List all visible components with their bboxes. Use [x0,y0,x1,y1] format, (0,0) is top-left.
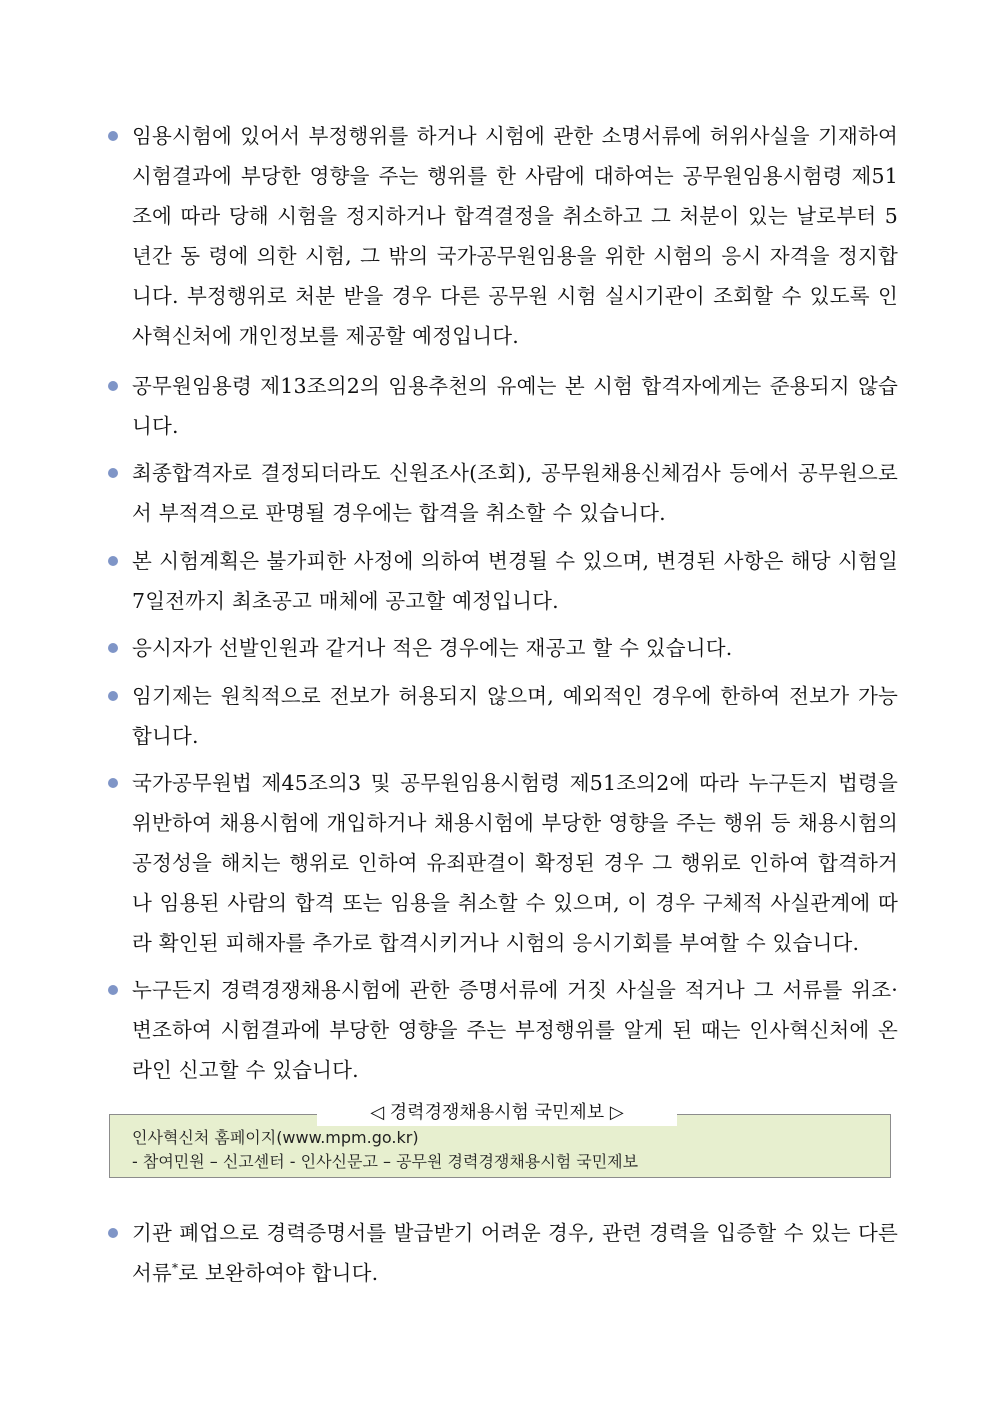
bullet-dot [108,778,118,788]
notice-text-before: 기관 폐업으로 경력증명서를 발급받기 어려운 경우, 관련 경력을 입증할 수 있는 다른 서류 [132,1221,898,1285]
notice-item-recommendation [108,366,898,446]
notice-text: 응시자가 선발인원과 같거나 적은 경우에는 재공고 할 수 있습니다. [132,636,733,660]
bullet-dot [108,985,118,995]
bullet-dot [108,691,118,701]
footnote-mark: * [172,1261,179,1276]
bullet-dot [108,556,118,566]
notice-item-fraud [108,116,898,356]
notice-item-closed-agency [108,1213,898,1293]
notice-item-report [108,970,898,1090]
notice-text [108,1213,898,1293]
report-box-homepage: 인사혁신처 홈페이지(www.mpm.go.kr) [132,1128,419,1147]
notice-text: 국가공무원법 제45조의3 및 공무원임용시험령 제51조의2에 따라 누구든지 법령을 위반하여 채용시험에 개입하거나 채용시험에 부당한 영향을 주는 행위 등 채용시험의 공정성을 해치는 행위로 인하여 유죄판결이 확정된 경우 그 행위로 인하여 합격하거나 임용된 사람의 합격 또는 임용을 취소할 수 있으며, 이 경우 구체적 사실관계에 따라 확인된 피해자를 추가로 합격시키거나 시험의 응시기회를 부여할 수 있습니다. [132,771,898,955]
report-box-title: ◁ 경력경쟁채용시험 국민제보 ▷ [317,1100,677,1126]
report-box-path: - 참여민원 – 신고센터 - 인사신문고 – 공무원 경력경쟁채용시험 국민제보 [132,1152,639,1171]
notice-text: 임용시험에 있어서 부정행위를 하거나 시험에 관한 소명서류에 허위사실을 기재하여 시험결과에 부당한 영향을 주는 행위를 한 사람에 대하여는 공무원임용시험령 제51조에 따라 당해 시험을 정지하거나 합격결정을 취소하고 그 처분이 있는 날로부터 5년간 동 령에 의한 시험, 그 밖의 국가공무원임용을 위한 시험의 응시 자격을 정지합니다. 부정행위로 처분 받을 경우 다른 공무원 시험 실시기관이 조회할 수 있도록 인사혁신처에 개인정보를 제공할 예정입니다. [132,124,898,348]
notice-item-background-check [108,453,898,533]
notice-text: 임기제는 원칙적으로 전보가 허용되지 않으며, 예외적인 경우에 한하여 전보가 가능합니다. [132,684,898,748]
notice-text: 공무원임용령 제13조의2의 임용추천의 유예는 본 시험 합격자에게는 준용되지 않습니다. [132,374,898,438]
notice-item-intervention [108,763,898,963]
bullet-dot [108,131,118,141]
notice-item-transfer [108,676,898,756]
notice-text: 누구든지 경력경쟁채용시험에 관한 증명서류에 거짓 사실을 적거나 그 서류를 위조·변조하여 시험결과에 부당한 영향을 주는 부정행위를 알게 된 때는 인사혁신처에 온라인 신고할 수 있습니다. [132,978,898,1082]
notice-text-after: 로 보완하여야 합니다. [178,1261,379,1285]
bullet-dot [108,468,118,478]
bullet-dot [108,381,118,391]
notice-item-plan-change [108,541,898,621]
notice-text: 최종합격자로 결정되더라도 신원조사(조회), 공무원채용신체검사 등에서 공무원으로서 부적격으로 판명될 경우에는 합격을 취소할 수 있습니다. [132,461,898,525]
notice-item-reannouncement [108,628,898,668]
bullet-dot [108,643,118,653]
notice-text: 본 시험계획은 불가피한 사정에 의하여 변경될 수 있으며, 변경된 사항은 해당 시험일 7일전까지 최초공고 매체에 공고할 예정입니다. [132,549,898,613]
bullet-dot [108,1228,118,1238]
